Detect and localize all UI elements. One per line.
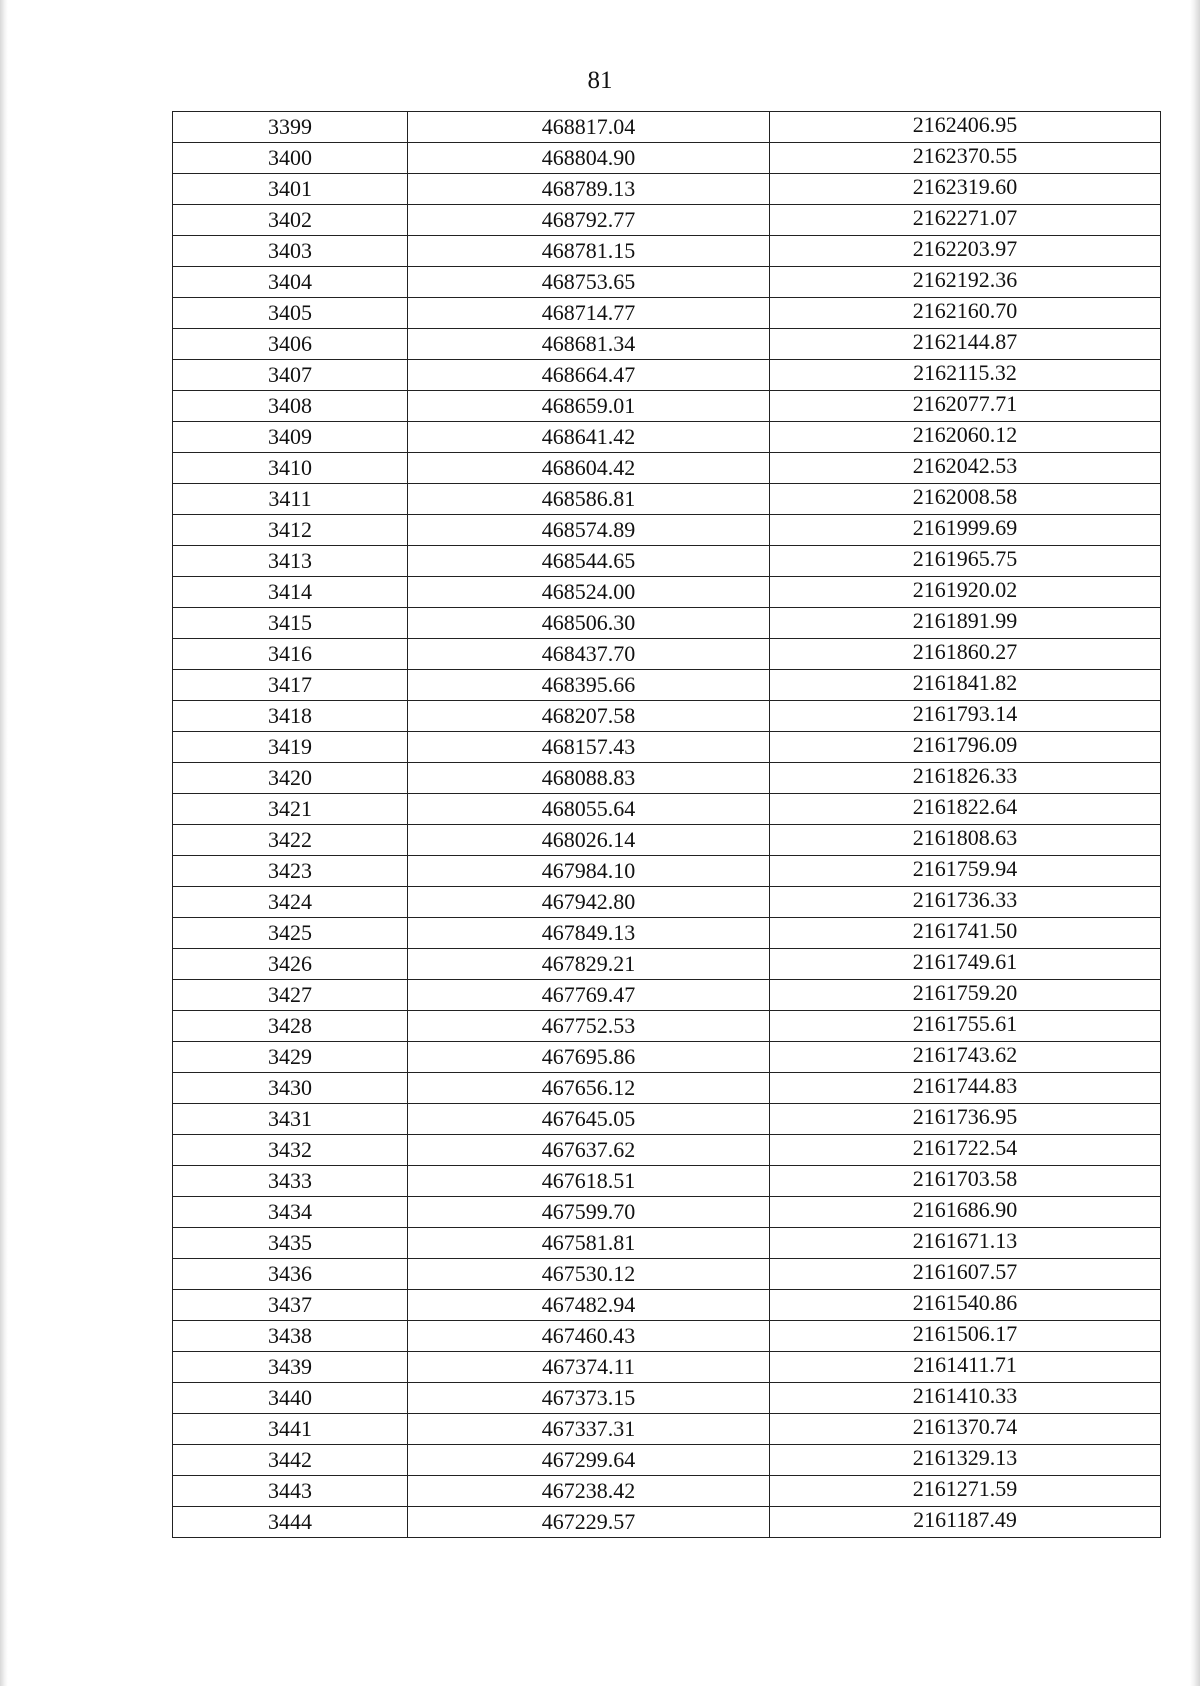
table-row <box>173 1166 1161 1197</box>
x-coordinate-cell: 468681.34 <box>408 329 770 360</box>
table-row <box>173 174 1161 205</box>
x-coordinate-cell: 467752.53 <box>408 1011 770 1042</box>
table-row <box>173 577 1161 608</box>
point-id-cell: 3410 <box>173 453 408 484</box>
point-id-cell: 3399 <box>173 112 408 143</box>
table-row <box>173 453 1161 484</box>
x-coordinate-cell: 467637.62 <box>408 1135 770 1166</box>
coordinate-table-body <box>173 112 1161 1538</box>
point-id-cell: 3416 <box>173 639 408 670</box>
scan-edge-left <box>0 0 8 1686</box>
point-id-cell: 3417 <box>173 670 408 701</box>
y-coordinate-cell: 2161796.09 <box>770 732 1161 763</box>
x-coordinate-cell: 467599.70 <box>408 1197 770 1228</box>
table-row <box>173 670 1161 701</box>
table-row <box>173 1197 1161 1228</box>
x-coordinate-cell: 468586.81 <box>408 484 770 515</box>
point-id-cell: 3434 <box>173 1197 408 1228</box>
y-coordinate-cell: 2162406.95 <box>770 112 1161 143</box>
x-coordinate-cell: 468088.83 <box>408 763 770 794</box>
table-row <box>173 887 1161 918</box>
y-coordinate-cell: 2161920.02 <box>770 577 1161 608</box>
table-row <box>173 1104 1161 1135</box>
table-row <box>173 236 1161 267</box>
y-coordinate-cell: 2162271.07 <box>770 205 1161 236</box>
x-coordinate-cell: 468641.42 <box>408 422 770 453</box>
x-coordinate-cell: 468604.42 <box>408 453 770 484</box>
point-id-cell: 3404 <box>173 267 408 298</box>
table-row <box>173 732 1161 763</box>
x-coordinate-cell: 467769.47 <box>408 980 770 1011</box>
x-coordinate-cell: 467530.12 <box>408 1259 770 1290</box>
y-coordinate-cell: 2161686.90 <box>770 1197 1161 1228</box>
point-id-cell: 3405 <box>173 298 408 329</box>
table-row <box>173 701 1161 732</box>
y-coordinate-cell: 2162144.87 <box>770 329 1161 360</box>
point-id-cell: 3400 <box>173 143 408 174</box>
y-coordinate-cell: 2161370.74 <box>770 1414 1161 1445</box>
point-id-cell: 3424 <box>173 887 408 918</box>
point-id-cell: 3408 <box>173 391 408 422</box>
y-coordinate-cell: 2161891.99 <box>770 608 1161 639</box>
point-id-cell: 3432 <box>173 1135 408 1166</box>
table-row <box>173 484 1161 515</box>
point-id-cell: 3420 <box>173 763 408 794</box>
table-row <box>173 1290 1161 1321</box>
table-row <box>173 1135 1161 1166</box>
table-row <box>173 1073 1161 1104</box>
x-coordinate-cell: 467849.13 <box>408 918 770 949</box>
point-id-cell: 3430 <box>173 1073 408 1104</box>
x-coordinate-cell: 468207.58 <box>408 701 770 732</box>
x-coordinate-cell: 467645.05 <box>408 1104 770 1135</box>
y-coordinate-cell: 2162370.55 <box>770 143 1161 174</box>
y-coordinate-cell: 2162008.58 <box>770 484 1161 515</box>
point-id-cell: 3425 <box>173 918 408 949</box>
y-coordinate-cell: 2161822.64 <box>770 794 1161 825</box>
table-row <box>173 1507 1161 1538</box>
y-coordinate-cell: 2161808.63 <box>770 825 1161 856</box>
point-id-cell: 3433 <box>173 1166 408 1197</box>
y-coordinate-cell: 2162077.71 <box>770 391 1161 422</box>
table-row <box>173 1414 1161 1445</box>
x-coordinate-cell: 468524.00 <box>408 577 770 608</box>
scan-edge-right <box>1190 0 1200 1686</box>
point-id-cell: 3442 <box>173 1445 408 1476</box>
y-coordinate-cell: 2161999.69 <box>770 515 1161 546</box>
table-row <box>173 422 1161 453</box>
point-id-cell: 3421 <box>173 794 408 825</box>
y-coordinate-cell: 2161736.95 <box>770 1104 1161 1135</box>
x-coordinate-cell: 468714.77 <box>408 298 770 329</box>
point-id-cell: 3402 <box>173 205 408 236</box>
x-coordinate-cell: 467373.15 <box>408 1383 770 1414</box>
table-row <box>173 267 1161 298</box>
x-coordinate-cell: 468055.64 <box>408 794 770 825</box>
table-row <box>173 1445 1161 1476</box>
point-id-cell: 3429 <box>173 1042 408 1073</box>
x-coordinate-cell: 468817.04 <box>408 112 770 143</box>
x-coordinate-cell: 468544.65 <box>408 546 770 577</box>
table-row <box>173 918 1161 949</box>
x-coordinate-cell: 467984.10 <box>408 856 770 887</box>
point-id-cell: 3401 <box>173 174 408 205</box>
point-id-cell: 3407 <box>173 360 408 391</box>
y-coordinate-cell: 2161736.33 <box>770 887 1161 918</box>
point-id-cell: 3438 <box>173 1321 408 1352</box>
table-row <box>173 143 1161 174</box>
x-coordinate-cell: 467229.57 <box>408 1507 770 1538</box>
point-id-cell: 3423 <box>173 856 408 887</box>
y-coordinate-cell: 2161744.83 <box>770 1073 1161 1104</box>
y-coordinate-cell: 2161965.75 <box>770 546 1161 577</box>
x-coordinate-cell: 468664.47 <box>408 360 770 391</box>
point-id-cell: 3431 <box>173 1104 408 1135</box>
point-id-cell: 3413 <box>173 546 408 577</box>
x-coordinate-cell: 468659.01 <box>408 391 770 422</box>
y-coordinate-cell: 2161755.61 <box>770 1011 1161 1042</box>
table-row <box>173 329 1161 360</box>
x-coordinate-cell: 468789.13 <box>408 174 770 205</box>
y-coordinate-cell: 2161271.59 <box>770 1476 1161 1507</box>
table-row <box>173 546 1161 577</box>
y-coordinate-cell: 2161841.82 <box>770 670 1161 701</box>
x-coordinate-cell: 467482.94 <box>408 1290 770 1321</box>
point-id-cell: 3444 <box>173 1507 408 1538</box>
table-row <box>173 763 1161 794</box>
x-coordinate-cell: 467942.80 <box>408 887 770 918</box>
y-coordinate-cell: 2161741.50 <box>770 918 1161 949</box>
x-coordinate-cell: 468395.66 <box>408 670 770 701</box>
table-row <box>173 391 1161 422</box>
table-row <box>173 360 1161 391</box>
y-coordinate-cell: 2162060.12 <box>770 422 1161 453</box>
point-id-cell: 3409 <box>173 422 408 453</box>
point-id-cell: 3418 <box>173 701 408 732</box>
table-row <box>173 1259 1161 1290</box>
table-row <box>173 298 1161 329</box>
table-row <box>173 1228 1161 1259</box>
table-row <box>173 205 1161 236</box>
y-coordinate-cell: 2161671.13 <box>770 1228 1161 1259</box>
y-coordinate-cell: 2162192.36 <box>770 267 1161 298</box>
y-coordinate-cell: 2162160.70 <box>770 298 1161 329</box>
point-id-cell: 3436 <box>173 1259 408 1290</box>
y-coordinate-cell: 2161540.86 <box>770 1290 1161 1321</box>
x-coordinate-cell: 467374.11 <box>408 1352 770 1383</box>
point-id-cell: 3403 <box>173 236 408 267</box>
point-id-cell: 3437 <box>173 1290 408 1321</box>
y-coordinate-cell: 2161410.33 <box>770 1383 1161 1414</box>
point-id-cell: 3422 <box>173 825 408 856</box>
x-coordinate-cell: 468157.43 <box>408 732 770 763</box>
coordinate-table <box>172 111 1161 1538</box>
table-row <box>173 515 1161 546</box>
y-coordinate-cell: 2161411.71 <box>770 1352 1161 1383</box>
x-coordinate-cell: 468574.89 <box>408 515 770 546</box>
x-coordinate-cell: 468753.65 <box>408 267 770 298</box>
x-coordinate-cell: 468804.90 <box>408 143 770 174</box>
y-coordinate-cell: 2161860.27 <box>770 639 1161 670</box>
point-id-cell: 3406 <box>173 329 408 360</box>
x-coordinate-cell: 468437.70 <box>408 639 770 670</box>
table-row <box>173 980 1161 1011</box>
table-row <box>173 856 1161 887</box>
x-coordinate-cell: 467618.51 <box>408 1166 770 1197</box>
table-row <box>173 794 1161 825</box>
point-id-cell: 3412 <box>173 515 408 546</box>
y-coordinate-cell: 2162319.60 <box>770 174 1161 205</box>
x-coordinate-cell: 468026.14 <box>408 825 770 856</box>
x-coordinate-cell: 467695.86 <box>408 1042 770 1073</box>
y-coordinate-cell: 2161743.62 <box>770 1042 1161 1073</box>
table-row <box>173 949 1161 980</box>
x-coordinate-cell: 467829.21 <box>408 949 770 980</box>
table-row <box>173 1011 1161 1042</box>
y-coordinate-cell: 2161187.49 <box>770 1507 1161 1538</box>
y-coordinate-cell: 2161607.57 <box>770 1259 1161 1290</box>
y-coordinate-cell: 2161329.13 <box>770 1445 1161 1476</box>
point-id-cell: 3419 <box>173 732 408 763</box>
table-row <box>173 1042 1161 1073</box>
x-coordinate-cell: 467337.31 <box>408 1414 770 1445</box>
y-coordinate-cell: 2161703.58 <box>770 1166 1161 1197</box>
y-coordinate-cell: 2162042.53 <box>770 453 1161 484</box>
y-coordinate-cell: 2161749.61 <box>770 949 1161 980</box>
y-coordinate-cell: 2161793.14 <box>770 701 1161 732</box>
point-id-cell: 3439 <box>173 1352 408 1383</box>
table-row <box>173 1383 1161 1414</box>
x-coordinate-cell: 468506.30 <box>408 608 770 639</box>
y-coordinate-cell: 2161759.94 <box>770 856 1161 887</box>
page-number: 81 <box>587 67 613 94</box>
y-coordinate-cell: 2162115.32 <box>770 360 1161 391</box>
point-id-cell: 3428 <box>173 1011 408 1042</box>
x-coordinate-cell: 467656.12 <box>408 1073 770 1104</box>
point-id-cell: 3435 <box>173 1228 408 1259</box>
point-id-cell: 3440 <box>173 1383 408 1414</box>
point-id-cell: 3415 <box>173 608 408 639</box>
y-coordinate-cell: 2161826.33 <box>770 763 1161 794</box>
table-row <box>173 639 1161 670</box>
y-coordinate-cell: 2161722.54 <box>770 1135 1161 1166</box>
x-coordinate-cell: 467460.43 <box>408 1321 770 1352</box>
point-id-cell: 3441 <box>173 1414 408 1445</box>
table-row <box>173 825 1161 856</box>
point-id-cell: 3414 <box>173 577 408 608</box>
table-row <box>173 1476 1161 1507</box>
x-coordinate-cell: 468792.77 <box>408 205 770 236</box>
y-coordinate-cell: 2161506.17 <box>770 1321 1161 1352</box>
point-id-cell: 3411 <box>173 484 408 515</box>
x-coordinate-cell: 468781.15 <box>408 236 770 267</box>
point-id-cell: 3427 <box>173 980 408 1011</box>
y-coordinate-cell: 2161759.20 <box>770 980 1161 1011</box>
table-row <box>173 112 1161 143</box>
x-coordinate-cell: 467299.64 <box>408 1445 770 1476</box>
table-row <box>173 1321 1161 1352</box>
y-coordinate-cell: 2162203.97 <box>770 236 1161 267</box>
x-coordinate-cell: 467238.42 <box>408 1476 770 1507</box>
table-row <box>173 608 1161 639</box>
x-coordinate-cell: 467581.81 <box>408 1228 770 1259</box>
table-row <box>173 1352 1161 1383</box>
point-id-cell: 3443 <box>173 1476 408 1507</box>
point-id-cell: 3426 <box>173 949 408 980</box>
